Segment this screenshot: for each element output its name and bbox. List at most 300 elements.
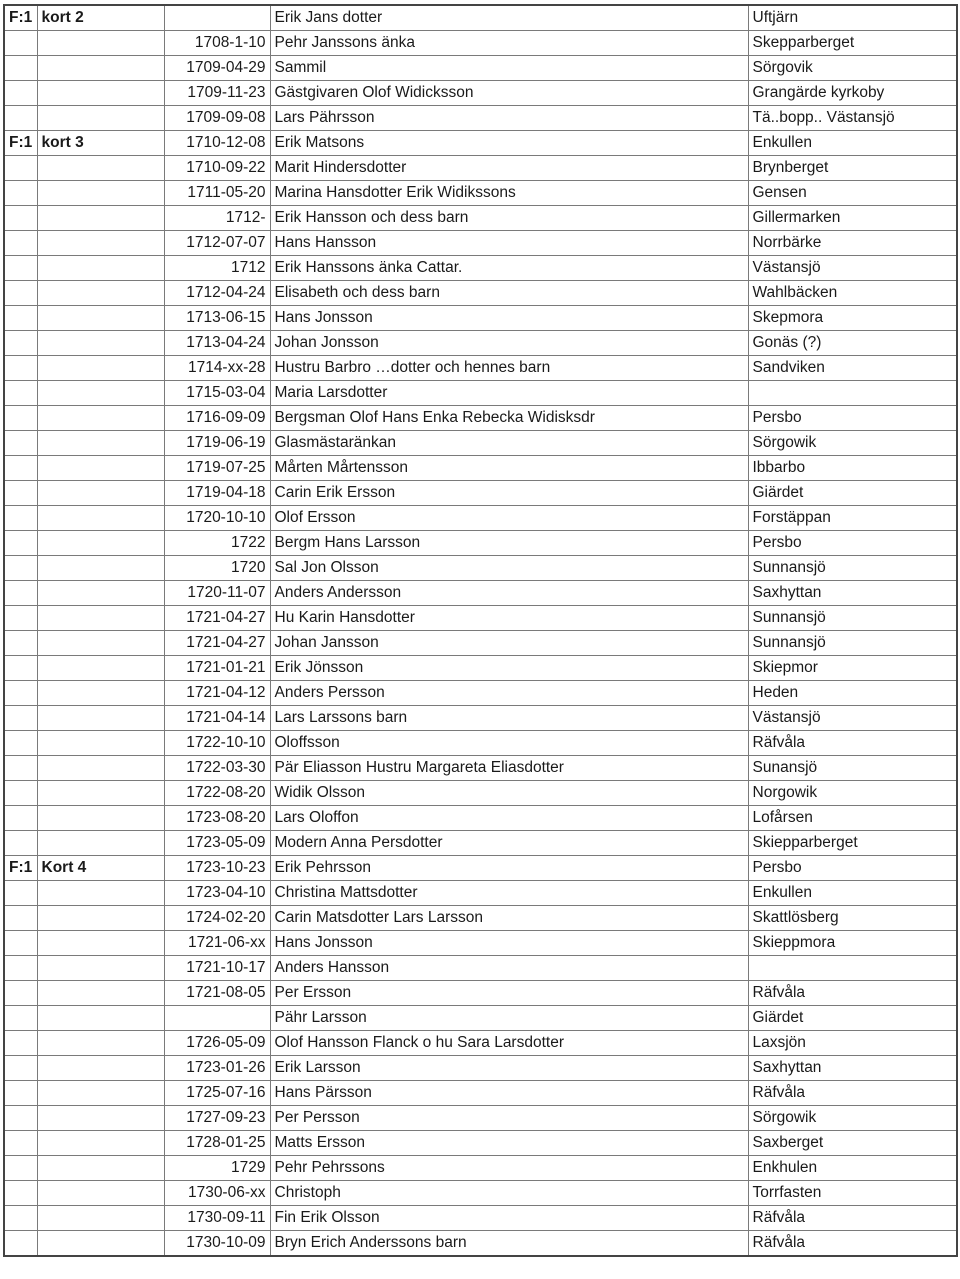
date-cell: 1721-04-27 [164,631,270,656]
card-number-cell [37,831,164,856]
table-row [4,331,957,356]
archive-code-cell [4,1231,37,1257]
table-row [4,5,957,31]
archive-code-cell [4,431,37,456]
place-cell: Sunnansjö [748,556,957,581]
date-cell: 1729 [164,1156,270,1181]
name-cell: Widik Olsson [270,781,748,806]
table-row [4,831,957,856]
place-cell: Skiepparberget [748,831,957,856]
card-number-cell [37,681,164,706]
archive-code-cell [4,706,37,731]
name-cell: Pähr Larsson [270,1006,748,1031]
name-cell: Bergsman Olof Hans Enka Rebecka Widisksdr [270,406,748,431]
card-number-cell [37,581,164,606]
name-cell: Elisabeth och dess barn [270,281,748,306]
archive-code-cell [4,1081,37,1106]
card-number-cell [37,906,164,931]
place-cell: Giärdet [748,481,957,506]
card-number-cell [37,281,164,306]
place-cell: Skepmora [748,306,957,331]
name-cell: Erik Matsons [270,131,748,156]
date-cell: 1710-12-08 [164,131,270,156]
table-row [4,1131,957,1156]
place-cell: Skepparberget [748,31,957,56]
card-number-cell [37,1056,164,1081]
date-cell: 1721-10-17 [164,956,270,981]
place-cell: Persbo [748,856,957,881]
name-cell: Hu Karin Hansdotter [270,606,748,631]
place-cell: Sörgovik [748,56,957,81]
card-number-cell [37,556,164,581]
name-cell: Gästgivaren Olof Widicksson [270,81,748,106]
place-cell: Räfvåla [748,1206,957,1231]
card-number-cell [37,256,164,281]
name-cell: Lars Larssons barn [270,706,748,731]
archive-code-cell [4,556,37,581]
archive-code-cell [4,331,37,356]
date-cell: 1719-04-18 [164,481,270,506]
place-cell: Sörgowik [748,1106,957,1131]
date-cell: 1723-04-10 [164,881,270,906]
place-cell: Skattlösberg [748,906,957,931]
date-cell: 1723-08-20 [164,806,270,831]
date-cell: 1722-10-10 [164,731,270,756]
table-row [4,131,957,156]
table-row [4,456,957,481]
date-cell: 1725-07-16 [164,1081,270,1106]
date-cell: 1721-04-12 [164,681,270,706]
name-cell: Erik Hansson och dess barn [270,206,748,231]
table-row [4,656,957,681]
card-number-cell: kort 2 [37,5,164,31]
name-cell: Lars Oloffon [270,806,748,831]
name-cell: Mårten Mårtensson [270,456,748,481]
place-cell: Gensen [748,181,957,206]
card-number-cell [37,1106,164,1131]
name-cell: Erik Jönsson [270,656,748,681]
table-row [4,706,957,731]
archive-code-cell [4,731,37,756]
table-row [4,756,957,781]
place-cell: Laxsjön [748,1031,957,1056]
place-cell: Sunnansjö [748,631,957,656]
archive-code-cell [4,1106,37,1131]
table-row [4,81,957,106]
card-number-cell: kort 3 [37,131,164,156]
table-row [4,1006,957,1031]
place-cell: Sunansjö [748,756,957,781]
table-row [4,606,957,631]
table-row [4,156,957,181]
date-cell: 1726-05-09 [164,1031,270,1056]
table-row [4,56,957,81]
name-cell: Christina Mattsdotter [270,881,748,906]
date-cell: 1721-01-21 [164,656,270,681]
name-cell: Christoph [270,1181,748,1206]
table-row [4,31,957,56]
place-cell: Skiepmor [748,656,957,681]
date-cell: 1713-06-15 [164,306,270,331]
name-cell: Lars Pährsson [270,106,748,131]
archive-code-cell [4,1056,37,1081]
date-cell: 1719-06-19 [164,431,270,456]
name-cell: Erik Larsson [270,1056,748,1081]
name-cell: Per Persson [270,1106,748,1131]
archive-code-cell [4,656,37,681]
name-cell: Erik Pehrsson [270,856,748,881]
table-row [4,1206,957,1231]
date-cell: 1714-xx-28 [164,356,270,381]
date-cell: 1720-10-10 [164,506,270,531]
date-cell: 1719-07-25 [164,456,270,481]
table-row [4,956,957,981]
place-cell: Ibbarbo [748,456,957,481]
name-cell: Hustru Barbro …dotter och hennes barn [270,356,748,381]
card-number-cell [37,431,164,456]
archive-code-cell [4,956,37,981]
table-row [4,1081,957,1106]
place-cell: Torrfasten [748,1181,957,1206]
place-cell: Grangärde kyrkoby [748,81,957,106]
place-cell: Lofårsen [748,806,957,831]
card-number-cell [37,806,164,831]
card-number-cell [37,31,164,56]
place-cell: Sörgowik [748,431,957,456]
date-cell: 1709-09-08 [164,106,270,131]
archive-code-cell [4,831,37,856]
archive-code-cell [4,681,37,706]
card-number-cell [37,231,164,256]
place-cell: Västansjö [748,256,957,281]
table-row [4,781,957,806]
table-row [4,881,957,906]
name-cell: Anders Persson [270,681,748,706]
name-cell: Modern Anna Persdotter [270,831,748,856]
archive-code-cell: F:1 [4,856,37,881]
date-cell: 1730-09-11 [164,1206,270,1231]
date-cell: 1724-02-20 [164,906,270,931]
archive-code-cell [4,1181,37,1206]
card-number-cell [37,781,164,806]
archive-code-cell [4,806,37,831]
place-cell: Norrbärke [748,231,957,256]
place-cell: Enkullen [748,131,957,156]
date-cell: 1723-10-23 [164,856,270,881]
name-cell: Marina Hansdotter Erik Widikssons [270,181,748,206]
place-cell: Skieppmora [748,931,957,956]
archive-code-cell [4,781,37,806]
card-number-cell [37,1006,164,1031]
name-cell: Sal Jon Olsson [270,556,748,581]
card-number-cell [37,981,164,1006]
archive-code-cell [4,631,37,656]
name-cell: Johan Jansson [270,631,748,656]
archive-code-cell [4,56,37,81]
table-row [4,806,957,831]
table-row [4,681,957,706]
date-cell: 1721-06-xx [164,931,270,956]
date-cell: 1727-09-23 [164,1106,270,1131]
date-cell: 1723-05-09 [164,831,270,856]
archive-code-cell [4,881,37,906]
card-number-cell [37,206,164,231]
place-cell: Sunnansjö [748,606,957,631]
date-cell: 1721-04-27 [164,606,270,631]
card-number-cell [37,406,164,431]
name-cell: Pehr Pehrssons [270,1156,748,1181]
archive-code-cell [4,231,37,256]
archive-code-cell [4,581,37,606]
date-cell: 1711-05-20 [164,181,270,206]
archive-code-cell [4,81,37,106]
name-cell: Pehr Janssons änka [270,31,748,56]
burial-register-table [3,4,958,1257]
table-row [4,581,957,606]
card-number-cell [37,306,164,331]
name-cell: Johan Jonsson [270,331,748,356]
card-number-cell [37,1206,164,1231]
archive-code-cell: F:1 [4,5,37,31]
archive-code-cell [4,906,37,931]
table-row [4,631,957,656]
table-row [4,531,957,556]
name-cell: Maria Larsdotter [270,381,748,406]
archive-code-cell [4,256,37,281]
place-cell: Gonäs (?) [748,331,957,356]
card-number-cell [37,56,164,81]
archive-code-cell [4,306,37,331]
table-row [4,856,957,881]
archive-code-cell [4,1156,37,1181]
date-cell: 1712-07-07 [164,231,270,256]
table-row [4,256,957,281]
card-number-cell [37,1181,164,1206]
place-cell: Uftjärn [748,5,957,31]
place-cell: Saxhyttan [748,1056,957,1081]
place-cell: Enkullen [748,881,957,906]
archive-code-cell [4,506,37,531]
card-number-cell [37,1031,164,1056]
card-number-cell [37,181,164,206]
card-number-cell [37,1156,164,1181]
date-cell: 1713-04-24 [164,331,270,356]
place-cell: Forstäppan [748,506,957,531]
name-cell: Marit Hindersdotter [270,156,748,181]
place-cell [748,381,957,406]
date-cell: 1722 [164,531,270,556]
place-cell: Saxberget [748,1131,957,1156]
archive-code-cell [4,106,37,131]
name-cell: Anders Hansson [270,956,748,981]
name-cell: Hans Jonsson [270,931,748,956]
archive-code-cell [4,156,37,181]
archive-code-cell [4,281,37,306]
card-number-cell [37,481,164,506]
name-cell: Hans Jonsson [270,306,748,331]
archive-code-cell [4,206,37,231]
card-number-cell [37,656,164,681]
archive-code-cell [4,531,37,556]
table-row [4,506,957,531]
place-cell: Västansjö [748,706,957,731]
archive-code-cell [4,181,37,206]
place-cell: Räfvåla [748,1081,957,1106]
place-cell [748,956,957,981]
table-row [4,406,957,431]
archive-code-cell [4,606,37,631]
date-cell: 1722-03-30 [164,756,270,781]
archive-code-cell [4,1031,37,1056]
name-cell: Hans Pärsson [270,1081,748,1106]
name-cell: Bryn Erich Anderssons barn [270,1231,748,1257]
card-number-cell [37,706,164,731]
name-cell: Erik Jans dotter [270,5,748,31]
table-row [4,1031,957,1056]
card-number-cell [37,531,164,556]
archive-code-cell [4,1131,37,1156]
date-cell: 1723-01-26 [164,1056,270,1081]
register-body [4,5,957,1256]
place-cell: Sandviken [748,356,957,381]
card-number-cell: Kort 4 [37,856,164,881]
table-row [4,1156,957,1181]
archive-code-cell: F:1 [4,131,37,156]
date-cell: 1730-10-09 [164,1231,270,1257]
card-number-cell [37,756,164,781]
archive-code-cell [4,406,37,431]
date-cell: 1730-06-xx [164,1181,270,1206]
name-cell: Fin Erik Olsson [270,1206,748,1231]
table-row [4,906,957,931]
name-cell: Erik Hanssons änka Cattar. [270,256,748,281]
place-cell: Gillermarken [748,206,957,231]
card-number-cell [37,931,164,956]
place-cell: Räfvåla [748,981,957,1006]
card-number-cell [37,331,164,356]
archive-code-cell [4,931,37,956]
place-cell: Giärdet [748,1006,957,1031]
table-row [4,306,957,331]
place-cell: Persbo [748,531,957,556]
name-cell: Hans Hansson [270,231,748,256]
card-number-cell [37,81,164,106]
archive-code-cell [4,756,37,781]
date-cell: 1728-01-25 [164,1131,270,1156]
table-row [4,356,957,381]
card-number-cell [37,956,164,981]
date-cell: 1709-11-23 [164,81,270,106]
name-cell: Anders Andersson [270,581,748,606]
date-cell: 1721-04-14 [164,706,270,731]
name-cell: Carin Erik Ersson [270,481,748,506]
table-row [4,981,957,1006]
table-row [4,731,957,756]
table-row [4,431,957,456]
date-cell: 1716-09-09 [164,406,270,431]
date-cell: 1709-04-29 [164,56,270,81]
place-cell: Räfvåla [748,731,957,756]
archive-code-cell [4,356,37,381]
table-row [4,106,957,131]
date-cell: 1722-08-20 [164,781,270,806]
table-row [4,556,957,581]
table-row [4,281,957,306]
card-number-cell [37,156,164,181]
date-cell: 1710-09-22 [164,156,270,181]
date-cell: 1715-03-04 [164,381,270,406]
date-cell: 1720-11-07 [164,581,270,606]
card-number-cell [37,631,164,656]
card-number-cell [37,606,164,631]
table-row [4,231,957,256]
place-cell: Tä..bopp.. Västansjö [748,106,957,131]
name-cell: Carin Matsdotter Lars Larsson [270,906,748,931]
date-cell: 1712 [164,256,270,281]
card-number-cell [37,1231,164,1257]
date-cell: 1721-08-05 [164,981,270,1006]
date-cell: 1708-1-10 [164,31,270,56]
table-row [4,181,957,206]
name-cell: Pär Eliasson Hustru Margareta Eliasdotter [270,756,748,781]
name-cell: Sammil [270,56,748,81]
place-cell: Heden [748,681,957,706]
name-cell: Bergm Hans Larsson [270,531,748,556]
name-cell: Olof Ersson [270,506,748,531]
card-number-cell [37,881,164,906]
card-number-cell [37,106,164,131]
table-row [4,381,957,406]
card-number-cell [37,381,164,406]
name-cell: Oloffsson [270,731,748,756]
archive-code-cell [4,31,37,56]
table-row [4,1181,957,1206]
place-cell: Räfvåla [748,1231,957,1257]
place-cell: Norgowik [748,781,957,806]
date-cell: 1720 [164,556,270,581]
card-number-cell [37,1131,164,1156]
place-cell: Wahlbäcken [748,281,957,306]
place-cell: Enkhulen [748,1156,957,1181]
card-number-cell [37,731,164,756]
name-cell: Olof Hansson Flanck o hu Sara Larsdotter [270,1031,748,1056]
place-cell: Saxhyttan [748,581,957,606]
card-number-cell [37,506,164,531]
name-cell: Glasmästaränkan [270,431,748,456]
date-cell: 1712-04-24 [164,281,270,306]
name-cell: Per Ersson [270,981,748,1006]
table-row [4,1106,957,1131]
name-cell: Matts Ersson [270,1131,748,1156]
archive-code-cell [4,1206,37,1231]
date-cell [164,1006,270,1031]
archive-code-cell [4,481,37,506]
card-number-cell [37,456,164,481]
archive-code-cell [4,381,37,406]
archive-code-cell [4,981,37,1006]
table-row [4,481,957,506]
table-row [4,206,957,231]
place-cell: Brynberget [748,156,957,181]
card-number-cell [37,356,164,381]
date-cell [164,5,270,31]
table-row [4,931,957,956]
card-number-cell [37,1081,164,1106]
archive-code-cell [4,1006,37,1031]
archive-code-cell [4,456,37,481]
table-row [4,1231,957,1257]
date-cell: 1712- [164,206,270,231]
